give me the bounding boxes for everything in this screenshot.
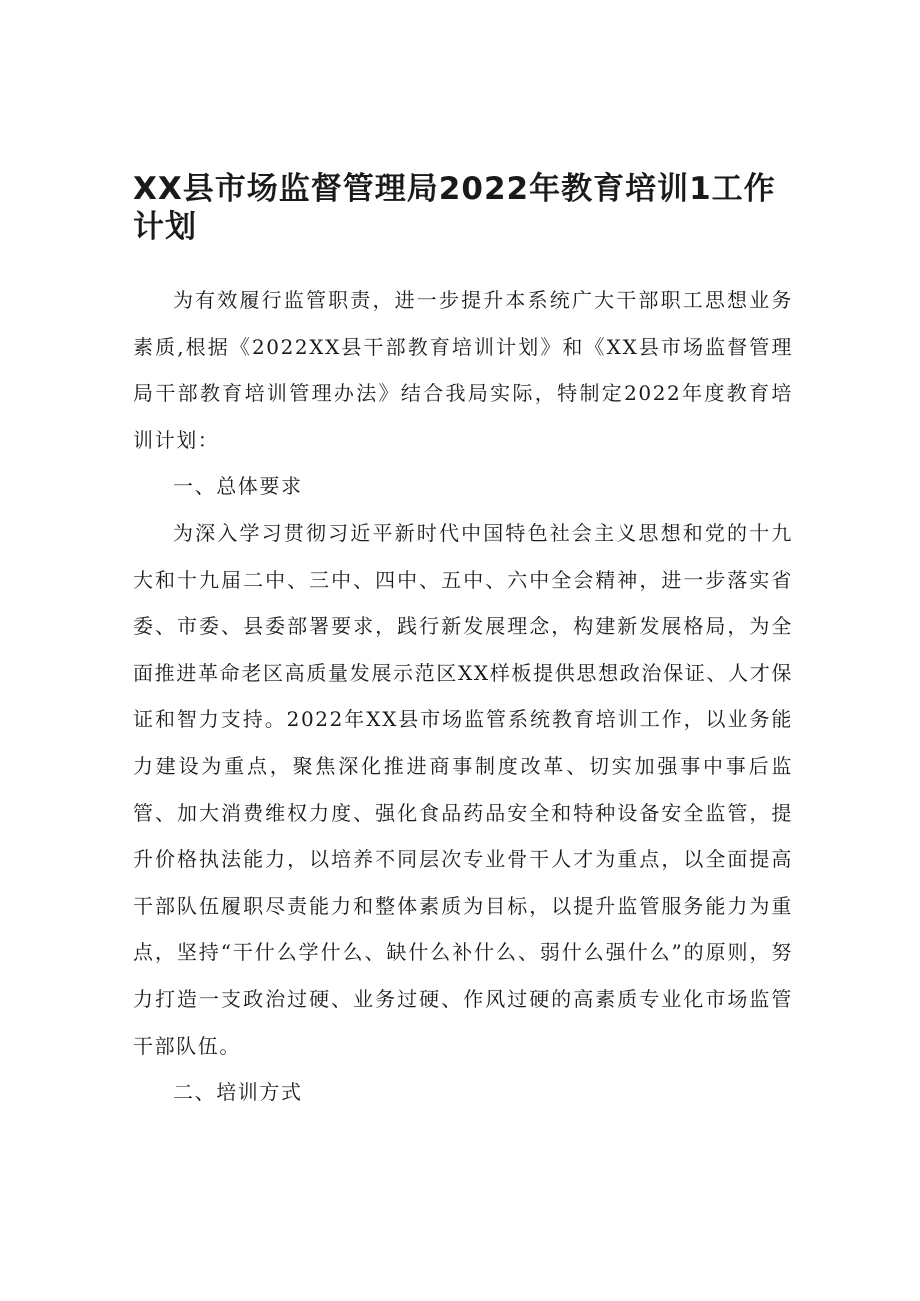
general-requirements-paragraph: 为深入学习贯彻习近平新时代中国特色社会主义思想和党的十九大和十九届二中、三中、四中、五中、六中全会精神，进一步落实省委、市委、县委部署要求，践行新发展理念，构建新发展格局，为全面推进革命老区高质量发展示范区XX样板提供思想政治保证、人才保证和智力支持。2022年XX县市场监管系统教育培训工作，以业务能力建设为重点，聚焦深化推进商事制度改革、切实加强事中事后监管、加大消费维权力度、强化食品药品安全和特种设备安全监管，提升价格执法能力，以培养不同层次专业骨干人才为重点，以全面提高干部队伍履职尽责能力和整体素质为目标，以提升监管服务能力为重点，坚持“干什么学什么、缺什么补什么、弱什么强什么”的原则，努力打造一支政治过硬、业务过硬、作风过硬的高素质专业化市场监管干部队伍。	[133, 520, 793, 1058]
intro-paragraph: 为有效履行监管职责，进一步提升本系统广大干部职工思想业务素质,根据《2022XX县干部教育培训计划》和《XX县市场监督管理局干部教育培训管理办法》结合我局实际，特制定2022年度教育培训计划：	[133, 288, 793, 452]
section-heading-general-requirements: 一、总体要求	[173, 474, 303, 499]
document-title: XX县市场监督管理局2022年教育培训1工作计划	[133, 171, 776, 245]
document-body	[133, 277, 793, 1116]
section-heading-training-methods: 二、培训方式	[173, 1080, 303, 1105]
